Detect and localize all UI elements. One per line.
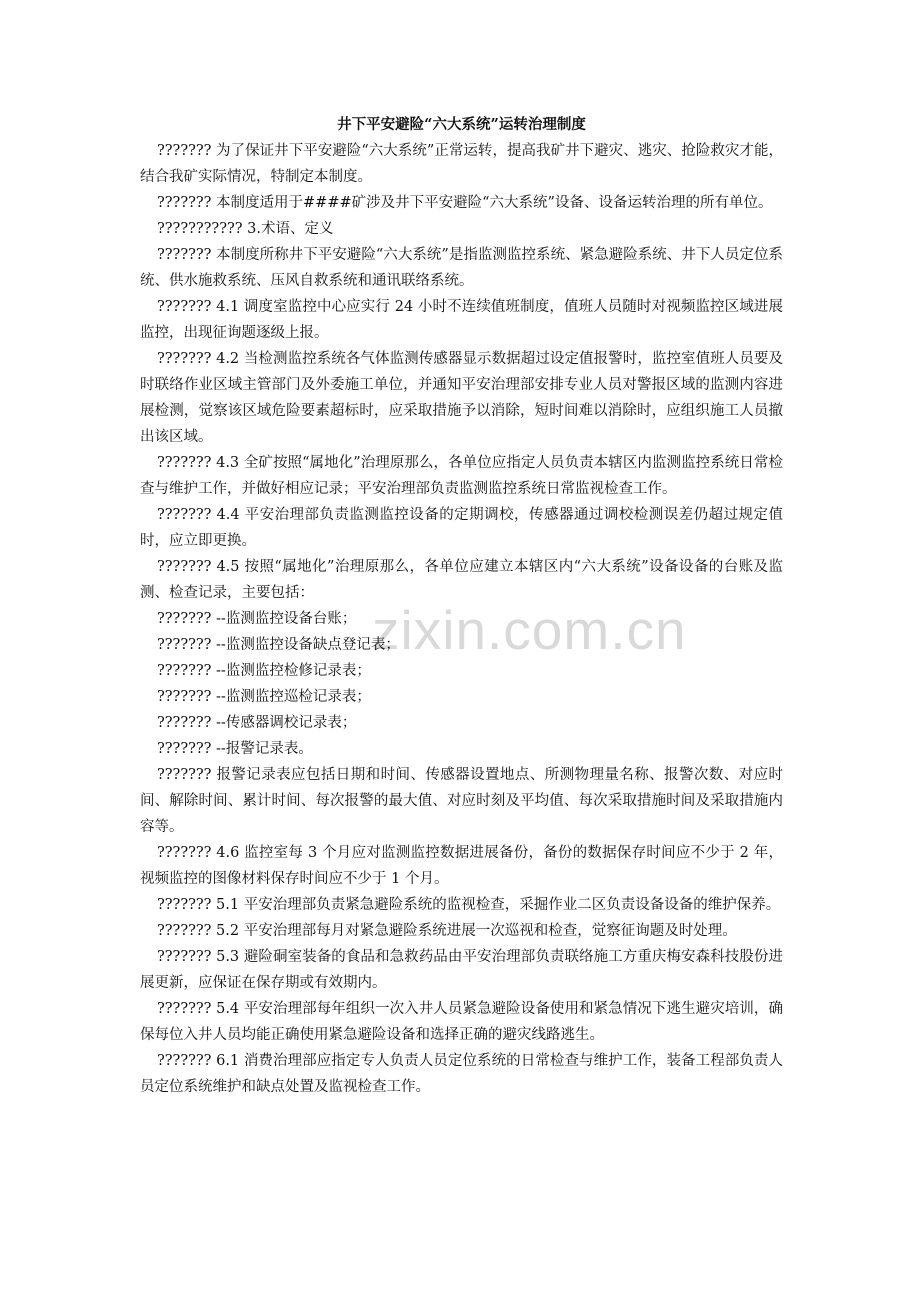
paragraph-4-1: ??????? 4.1 调度室监控中心应实行 24 小时不连续值班制度，值班人员随时对视频监控区域进展监控，出现征询题逐级上报。 (140, 299, 783, 341)
list-item: ??????? --监测监控设备缺点登记表； (157, 637, 400, 653)
list-item: ??????? --监测监控检修记录表； (157, 663, 371, 679)
paragraph-4-6: ??????? 4.6 监控室每 3 个月应对监测监控数据进展备份，备份的数据保存时间应不少于 2 年，视频监控的图像材料保存时间应不少于 1 个月。 (140, 845, 783, 887)
paragraph-4-3: ??????? 4.3 全矿按照“属地化”治理原那么，各单位应指定人员负责本辖区内监测监控系统日常检查与维护工作，并做好相应记录；平安治理部负责监测监控系统日常监视检查工作。 (140, 455, 783, 497)
paragraph-scope: ??????? 本制度适用于####矿涉及井下平安避险“六大系统”设备、设备运转治理的所有单位。 (157, 195, 773, 211)
list-item: ??????? --监测监控设备台账； (157, 611, 357, 627)
paragraph-5-2: ??????? 5.2 平安治理部每月对紧急避险系统进展一次巡视和检查，觉察征询题及时处理。 (157, 923, 737, 939)
paragraph-4-4: ??????? 4.4 平安治理部负责监测监控设备的定期调校，传感器通过调校检测误差仍超过规定值时，应立即更换。 (140, 507, 783, 549)
paragraph-6-1: ??????? 6.1 消费治理部应指定专人负责人员定位系统的日常检查与维护工作，装备工程部负责人员定位系统维护和缺点处置及监视检查工作。 (140, 1053, 783, 1095)
section-heading-terms: ??????????? 3.术语、定义 (157, 221, 334, 237)
paragraph-alarm-record: ??????? 报警记录表应包括日期和时间、传感器设置地点、所测物理量名称、报警次数、对应时间、解除时间、累计时间、每次报警的最大值、对应时刻及平均值、每次采取措施时间及采取措施内容等。 (140, 767, 783, 835)
paragraph-4-5: ??????? 4.5 按照“属地化”治理原那么，各单位应建立本辖区内“六大系统”设备设备的台账及监测、检查记录，主要包括： (140, 559, 783, 601)
list-item: ??????? --传感器调校记录表； (157, 715, 357, 731)
list-item: ??????? --报警记录表。 (157, 741, 313, 757)
document-title: 井下平安避险“六大系统”运转治理制度 (337, 116, 586, 133)
paragraph-5-4: ??????? 5.4 平安治理部每年组织一次入井人员紧急避险设备使用和紧急情况下逃生避灾培训，确保每位入井人员均能正确使用紧急避险设备和选择正确的避灾线路逃生。 (140, 1001, 783, 1043)
paragraph-5-3: ??????? 5.3 避险硐室装备的食品和急救药品由平安治理部负责联络施工方重庆梅安森科技股份进展更新，应保证在保存期或有效期内。 (140, 949, 783, 991)
list-item: ??????? --监测监控巡检记录表； (157, 689, 371, 705)
document-body (140, 112, 783, 1100)
paragraph-definition: ??????? 本制度所称井下平安避险“六大系统”是指监测监控系统、紧急避险系统、井下人员定位系统、供水施救系统、压风自救系统和通讯联络系统。 (140, 247, 783, 289)
paragraph-5-1: ??????? 5.1 平安治理部负责紧急避险系统的监视检查，采掘作业二区负责设备设备的维护保养。 (157, 897, 781, 913)
paragraph-4-2: ??????? 4.2 当检测监控系统各气体监测传感器显示数据超过设定值报警时，监控室值班人员要及时联络作业区域主管部门及外委施工单位，并通知平安治理部安排专业人员对警报区域的监测内容进展检测，觉察该区域危险要素超标时，应采取措施予以消除，短时间难以消除时，应组织施工人员撤出该区域。 (140, 351, 783, 445)
watermark: zixin.com.cn (372, 599, 687, 661)
paragraph-purpose: ??????? 为了保证井下平安避险“六大系统”正常运转，提高我矿井下避灾、逃灾、抢险救灾才能，结合我矿实际情况，特制定本制度。 (140, 143, 783, 185)
